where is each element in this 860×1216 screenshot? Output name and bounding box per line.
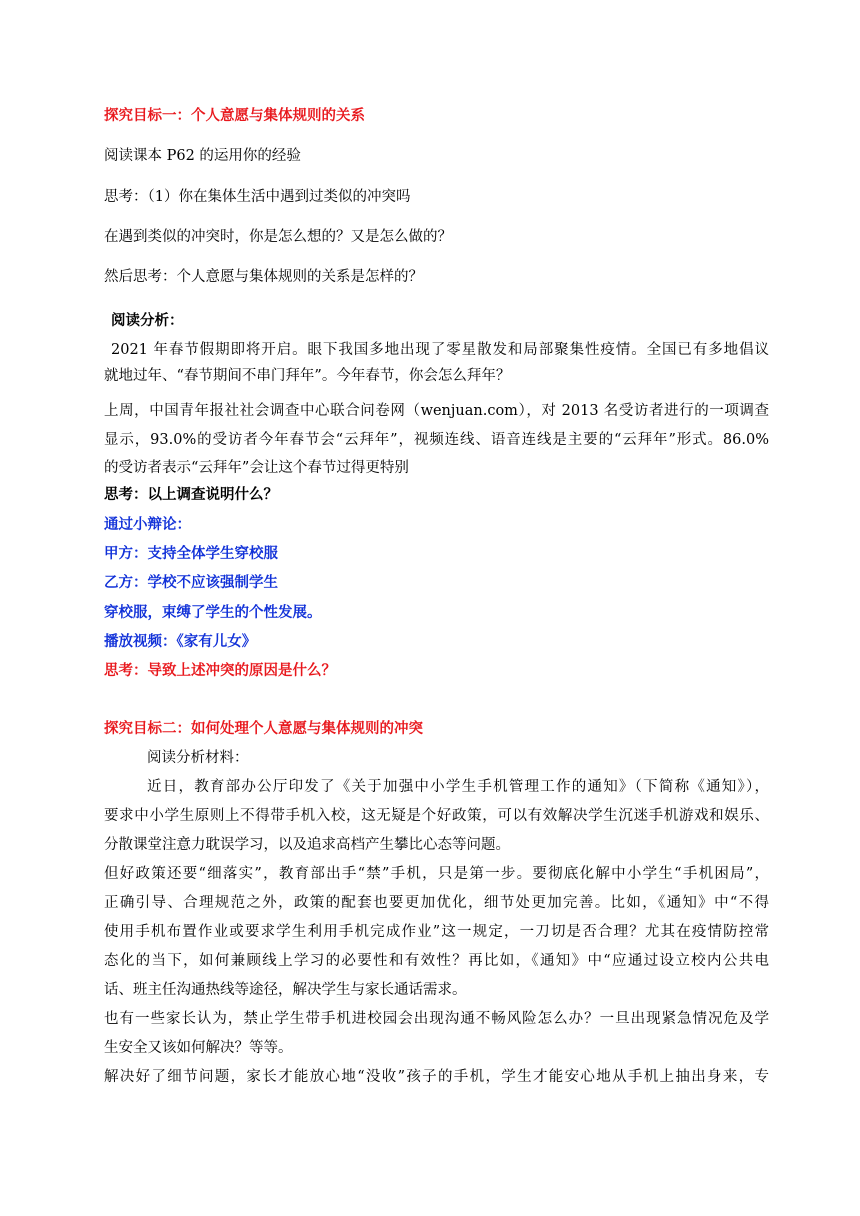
debate-side-a: 甲方：支持全体学生穿校服 [104,545,278,562]
analysis-line: 的受访者表示“云拜年”会让这个春节过得更特别 [104,460,409,476]
section1-heading: 探究目标一：个人意愿与集体规则的关系 [104,107,365,124]
debate-side-b-cont: 穿校服，束缚了学生的个性发展。 [104,604,322,621]
material-line: 近日，教育部办公厅印发了《关于加强中小学生手机管理工作的通知》（下简称《通知》）， [147,779,769,795]
paragraph: 阅读课本 P62 的运用你的经验 [104,148,301,164]
section2-heading: 探究目标二：如何处理个人意愿与集体规则的冲突 [104,720,423,737]
debate-side-b: 乙方：学校不应该强制学生 [104,574,278,591]
video-line: 播放视频：《家有儿女》 [104,633,257,650]
paragraph: 思考：（1）你在集体生活中遇到过类似的冲突吗 [104,189,411,205]
analysis-line: 2021 年春节假期即将开启。眼下我国多地出现了零星散发和局部聚集性疫情。全国已有多地倡议 [111,342,769,358]
material-line: 解决好了细节问题，家长才能放心地“没收”孩子的手机，学生才能安心地从手机上抽出身来，专 [104,1069,769,1085]
material-line: 生安全又该如何解决？等等。 [104,1040,293,1056]
debate-title: 通过小辩论： [104,516,191,533]
analysis-title: 阅读分析： [111,312,184,329]
material-line: 使用手机布置作业或要求学生利用手机完成作业”这一规定，一刀切是否合理？尤其在疫情防控常 [104,924,769,940]
material-line: 分散课堂注意力耽误学习，以及追求高档产生攀比心态等问题。 [104,837,510,853]
material-line: 也有一些家长认为，禁止学生带手机进校园会出现沟通不畅风险怎么办？一旦出现紧急情况危及学 [104,1011,769,1027]
paragraph: 在遇到类似的冲突时，你是怎么想的？又是怎么做的？ [104,229,452,245]
section2-intro: 阅读分析材料： [147,750,249,766]
analysis-line: 就地过年、“春节期间不串门拜年”。今年春节，你会怎么拜年？ [104,368,511,384]
material-line: 态化的当下，如何兼顾线上学习的必要性和有效性？再比如，《通知》中“应通过设立校内公共电 [104,953,769,969]
analysis-line: 显示，93.0%的受访者今年春节会“云拜年”，视频连线、语音连线是主要的“云拜年”形式。86.0% [104,432,769,448]
analysis-line: 上周，中国青年报社社会调查中心联合问卷网（wenjuan.com），对 2013 名受访者进行的一项调查 [104,403,769,419]
material-line: 要求中小学生原则上不得带手机入校，这无疑是个好政策，可以有效解决学生沉迷手机游戏和娱乐、 [104,808,769,824]
material-line: 话、班主任沟通热线等途径，解决学生与家长通话需求。 [104,982,467,998]
paragraph: 然后思考：个人意愿与集体规则的关系是怎样的？ [104,269,423,285]
material-line: 但好政策还要“细落实”，教育部出手“禁”手机，只是第一步。要彻底化解中小学生“手机困局”， [104,866,769,882]
material-line: 正确引导、合理规范之外，政策的配套也要更加优化，细节处更加完善。比如，《通知》中“不得 [104,895,769,911]
think-question: 思考：以上调查说明什么？ [104,486,278,503]
think-question-2: 思考：导致上述冲突的原因是什么？ [104,662,336,679]
